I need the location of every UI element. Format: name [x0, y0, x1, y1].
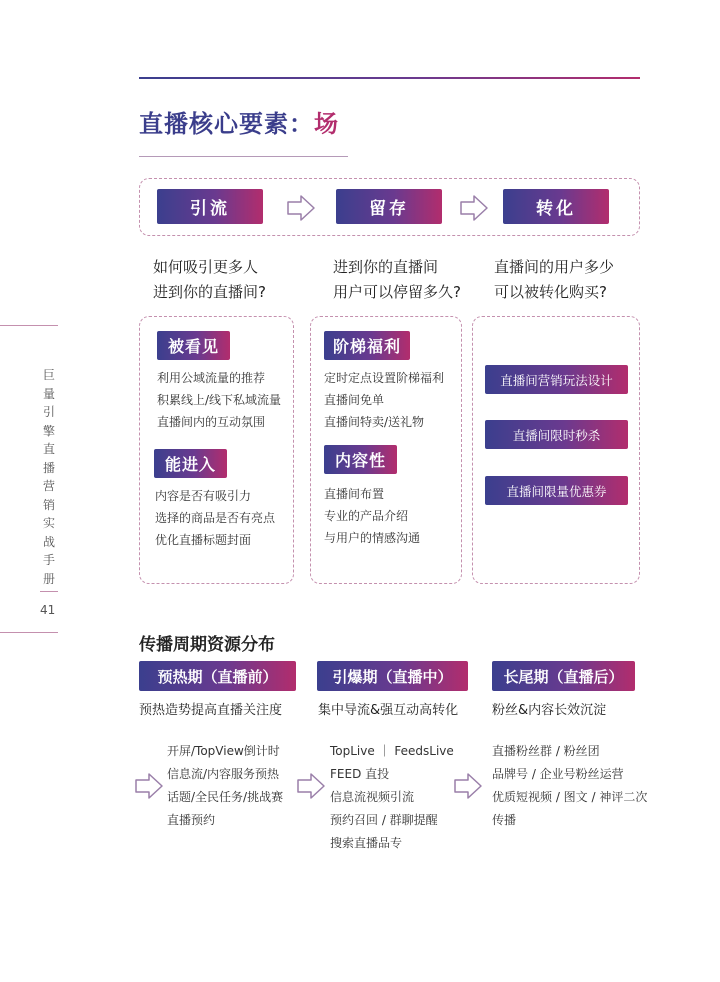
period-longtail-desc: 粉丝&内容长效沉淀: [492, 703, 607, 718]
pill-limited-coupon: 直播间限量优惠券: [485, 476, 628, 505]
tag-content: 内容性: [324, 445, 397, 474]
arrow-right-icon: [453, 771, 483, 801]
pill-marketing-play: 直播间营销玩法设计: [485, 365, 628, 394]
question-retention: 进到你的直播间 用户可以停留多久?: [333, 258, 461, 301]
burst-resource-list: [330, 740, 454, 855]
list-item: 直播间内的互动氛围: [157, 415, 266, 429]
period-burst-desc: 集中导流&强互动高转化: [318, 703, 459, 718]
list-item: 直播粉丝群 / 粉丝团: [492, 744, 600, 758]
stage-conversion: 转化: [503, 189, 609, 224]
title-rule: [139, 156, 348, 157]
list-item: FEED 直投: [330, 767, 390, 781]
list-item: 话题/全民任务/挑战赛: [167, 790, 284, 804]
sidebar-short-rule: [40, 591, 58, 592]
list-item: 选择的商品是否有亮点: [155, 511, 276, 525]
can-enter-list: [155, 485, 275, 551]
list-item: 积累线上/线下私域流量: [157, 393, 282, 407]
list-item: 优化直播标题封面: [155, 533, 252, 547]
list-item: 信息流视频引流: [330, 790, 415, 804]
content-list: [324, 483, 420, 549]
period-warmup-desc: 预热造势提高直播关注度: [139, 703, 283, 718]
tiered-benefits-list: [324, 367, 444, 433]
list-item: 定时定点设置阶梯福利: [324, 371, 445, 385]
page-title: 直播核心要素：场: [139, 110, 339, 138]
list-item: TopLive ｜ FeedsLive: [330, 744, 454, 758]
arrow-right-icon: [134, 771, 164, 801]
list-item: 专业的产品介绍: [324, 509, 409, 523]
arrow-right-icon: [459, 193, 489, 223]
top-rule: [139, 77, 640, 79]
list-item: 信息流/内容服务预热: [167, 767, 280, 781]
conversion-detail-box: [472, 316, 640, 584]
stage-retention: 留存: [336, 189, 442, 224]
period-longtail: 长尾期（直播后）: [492, 661, 635, 691]
arrow-right-icon: [296, 771, 326, 801]
list-item: 直播间免单: [324, 393, 385, 407]
list-item: 直播间布置: [324, 487, 385, 501]
period-warmup: 预热期（直播前）: [139, 661, 296, 691]
tag-can-enter: 能进入: [154, 449, 227, 478]
section-title: 传播周期资源分布: [139, 635, 275, 655]
sidebar-bottom-rule: [0, 632, 58, 633]
sidebar-vertical-title: 巨 量 引 擎 直 播 营 销 实 战 手 册: [42, 368, 55, 586]
warmup-resource-list: [167, 740, 283, 832]
tag-be-seen: 被看见: [157, 331, 230, 360]
title-accent: 场: [314, 110, 339, 138]
list-item: 直播间特卖/送礼物: [324, 415, 425, 429]
be-seen-list: [157, 367, 281, 433]
list-item: 优质短视频 / 图文 / 神评二次: [492, 790, 648, 804]
stage-traffic: 引流: [157, 189, 263, 224]
list-item: 开屏/TopView倒计时: [167, 744, 280, 758]
list-item: 利用公域流量的推荐: [157, 371, 266, 385]
list-item: 预约召回 / 群聊提醒: [330, 813, 438, 827]
arrow-right-icon: [286, 193, 316, 223]
list-item: 直播预约: [167, 813, 216, 827]
question-conversion: 直播间的用户多少 可以被转化购买?: [494, 258, 615, 301]
list-item: 品牌号 / 企业号粉丝运营: [492, 767, 624, 781]
tag-tiered-benefits: 阶梯福利: [324, 331, 410, 360]
list-item: 搜索直播品专: [330, 836, 403, 850]
page-number: 41: [40, 603, 56, 617]
list-item: 与用户的情感沟通: [324, 531, 421, 545]
longtail-resource-list: [492, 740, 647, 832]
sidebar-top-rule: [0, 325, 58, 326]
pill-flash-sale: 直播间限时秒杀: [485, 420, 628, 449]
list-item: 传播: [492, 813, 517, 827]
period-burst: 引爆期（直播中）: [317, 661, 468, 691]
list-item: 内容是否有吸引力: [155, 489, 252, 503]
question-traffic: 如何吸引更多人 进到你的直播间?: [153, 258, 266, 301]
